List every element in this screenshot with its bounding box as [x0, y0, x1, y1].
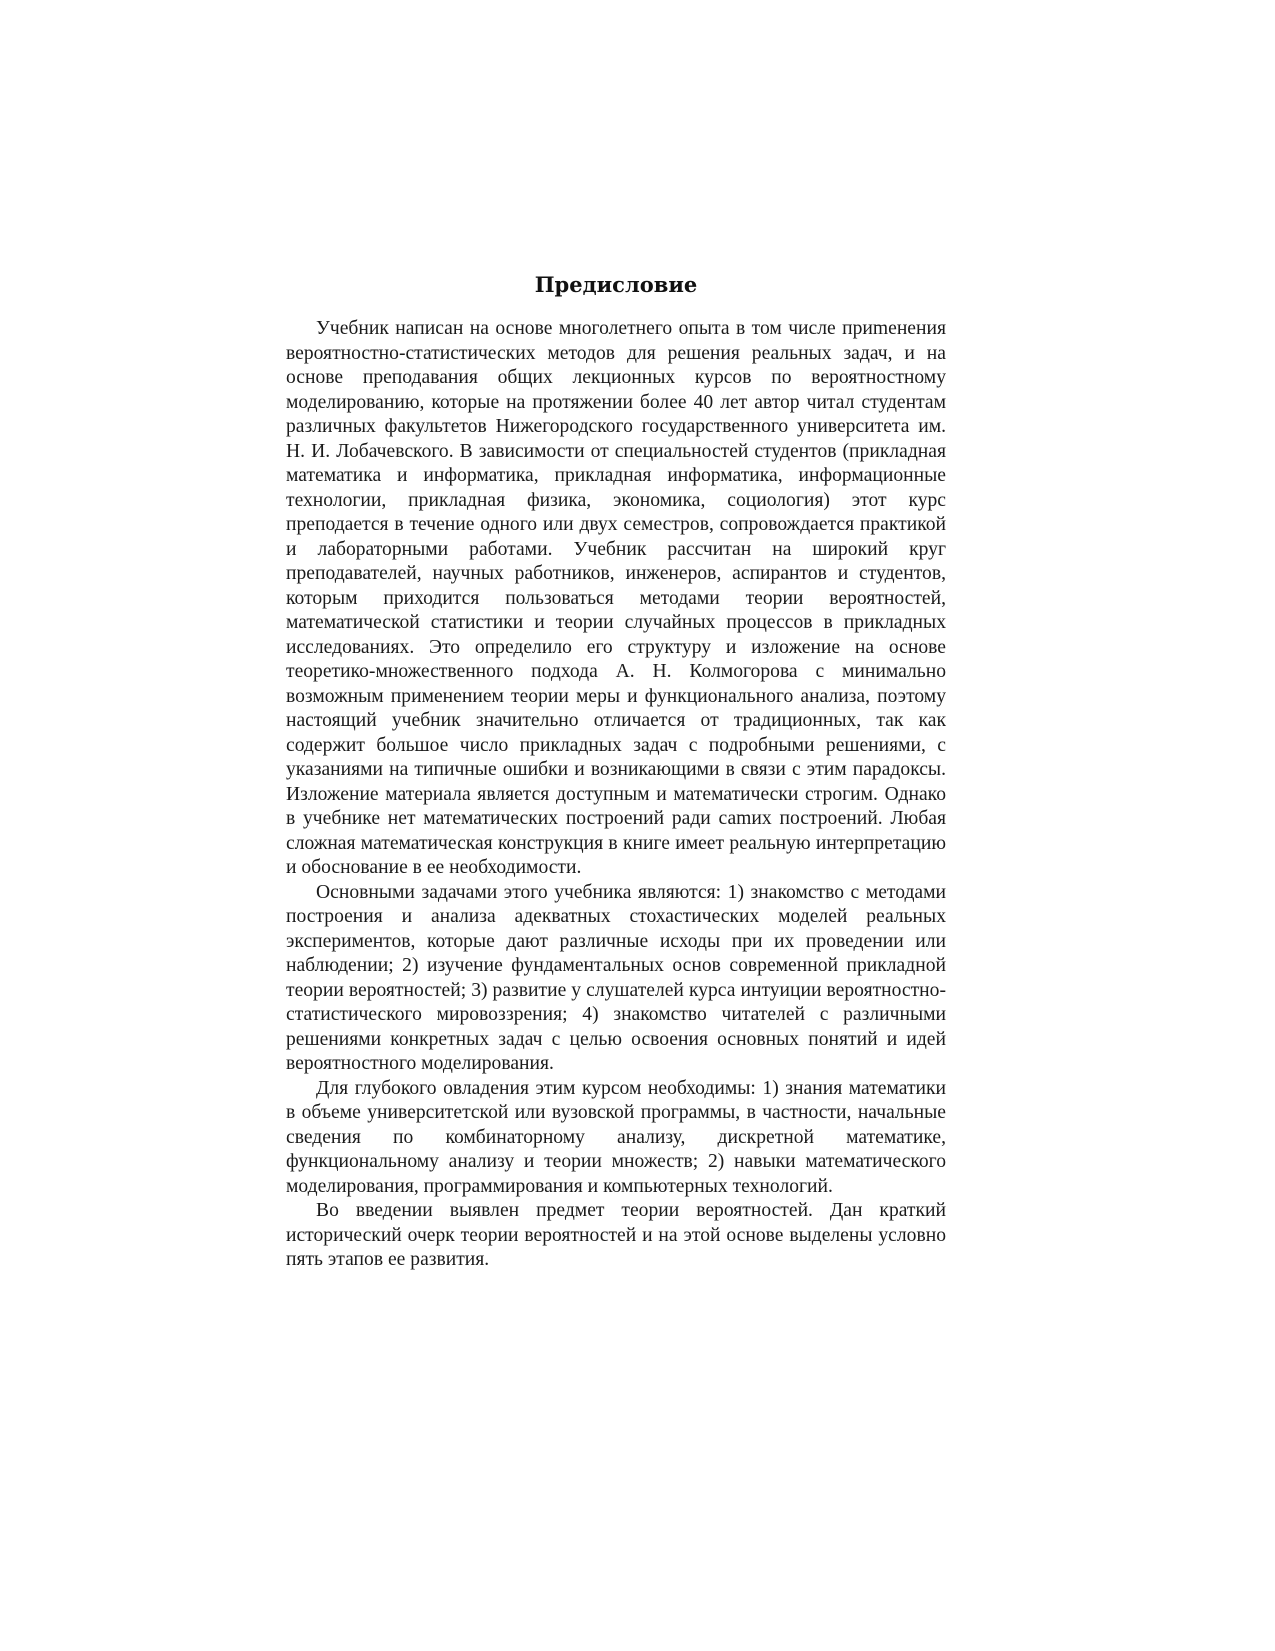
- paragraph-1: Учебник написан на основе многолетнего опыта в том числе приmенения вероятностно-статистических методов для решения реальных задач, и на основе преподавания общих лекционных курсов по вероятностному моделированию, которые на протяжении более 40 лет автор читал студентам различных факультетов Нижегородского государственного университета им. Н. И. Лобачевского. В зависимости от специальностей студентов (прикладная математика и информатика, прикладная информатика, информационные технологии, прикладная физика, экономика, социология) этот курс преподается в течение одного или двух семестров, сопровождается практикой и лабораторными работами. Учебник рассчитан на широкий круг преподавателей, научных работников, инженеров, аспирантов и студентов, которым приходится пользоваться методами теории вероятностей, математической статистики и теории случайных процессов в прикладных исследованиях. Это определило его структуру и изложение на основе теоретико-множественного подхода А. Н. Колмогорова с минимально возможным применением теории меры и функционального анализа, поэтому настоящий учебник значительно отличается от традиционных, так как содержит большое число прикладных задач с подробными решениями, с указаниями на типичные ошибки и возникающими в связи с этим парадоксы. Изложение материала является доступным и математически строгим. Однако в учебнике нет математических построений ради саmих построений. Любая сложная математическая конструкция в книге имеет реальную интерпретацию и обоснование в ее необходимости.: [286, 318, 946, 878]
- paragraph-4: Во введении выявлен предмет теории вероятностей. Дан краткий исторический очерк теории вероятностей и на этой основе выделены условно пять этапов ее развития.: [286, 1200, 946, 1270]
- page-title: Предисловие: [534, 272, 698, 297]
- paragraph-3: Для глубокого овладения этим курсом необходимы: 1) знания математики в объеме университетской или вузовской программы, в частности, начальные сведения по комбинаторному анализу, дискретной математике, функциональному анализу и теории множеств; 2) навыки математического моделирования, программирования и компьютерных технологий.: [286, 1077, 946, 1197]
- preface-text-block: [286, 265, 946, 1273]
- paragraph-2: Основными задачами этого учебника являются: 1) знакомство с методами построения и анализа адекватных стохастических моделей реальных экспериментов, которые дают различные исходы при их проведении или наблюдении; 2) изучение фундаментальных основ современной прикладной теории вероятностей; 3) развитие у слушателей курса интуиции вероятностно-статистического мировоззрения; 4) знакомство читателей с различными решениями конкретных задач с целью освоения основных понятий и идей вероятностного моделирования.: [286, 881, 946, 1074]
